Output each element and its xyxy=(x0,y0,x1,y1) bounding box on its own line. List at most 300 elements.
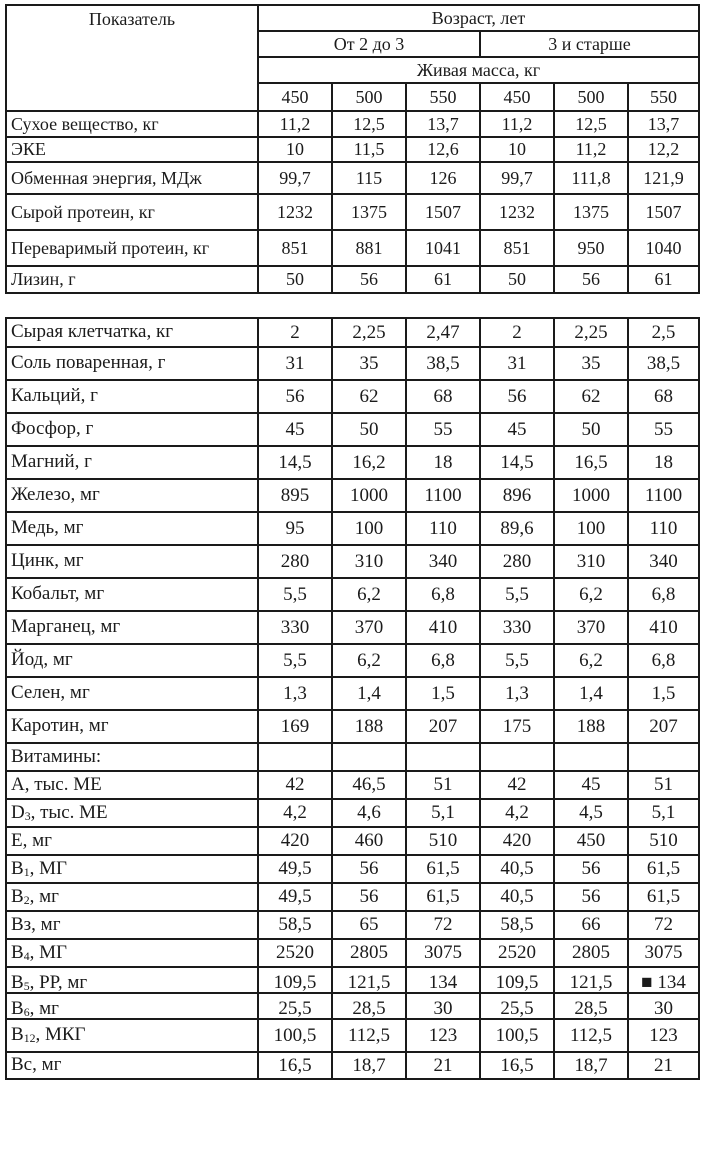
value-cell xyxy=(332,1019,406,1052)
label-text: Соль поваренная, г xyxy=(11,352,166,374)
value-cell xyxy=(480,611,554,644)
cell-value: 2805 xyxy=(572,942,610,963)
label-suffix: , МГ xyxy=(29,857,67,879)
value-cell xyxy=(480,230,554,266)
cell-value: 1232 xyxy=(499,201,535,222)
cell-value: 2,47 xyxy=(426,321,460,343)
value-cell xyxy=(258,380,332,413)
value-cell xyxy=(628,318,699,347)
label-text: Кальций, г xyxy=(11,385,98,407)
row-label-cell xyxy=(6,644,258,677)
value-cell xyxy=(628,799,699,827)
row-label xyxy=(11,385,257,407)
value-cell xyxy=(554,771,628,799)
value-cell xyxy=(332,855,406,883)
cell-value: 72 xyxy=(654,914,673,935)
table-row xyxy=(6,266,699,293)
cell-value: 51 xyxy=(433,774,453,795)
value-cell xyxy=(554,644,628,677)
value-cell xyxy=(332,111,406,137)
row-label xyxy=(11,616,257,638)
value-cell xyxy=(554,230,628,266)
value-cell xyxy=(406,230,480,266)
cell-value: 1375 xyxy=(573,201,609,222)
value-cell xyxy=(480,413,554,446)
cell-value: 330 xyxy=(502,616,532,638)
value-cell xyxy=(628,545,699,578)
value-cell xyxy=(628,111,699,137)
value-cell xyxy=(628,710,699,743)
cell-value: 12,5 xyxy=(353,113,385,134)
value-cell xyxy=(480,1019,554,1052)
value-cell xyxy=(258,644,332,677)
row-label-cell xyxy=(6,855,258,883)
cell-value: 100 xyxy=(354,517,384,539)
cell-value: 100,5 xyxy=(495,1024,539,1046)
value-cell xyxy=(258,137,332,162)
cell-value: 4,2 xyxy=(505,802,529,823)
value-cell xyxy=(332,266,406,293)
value-cell xyxy=(406,266,480,293)
row-label xyxy=(11,715,257,737)
value-cell xyxy=(480,479,554,512)
value-cell xyxy=(554,347,628,380)
value-cell xyxy=(258,911,332,939)
row-label xyxy=(11,858,257,880)
cell-value: 11,2 xyxy=(575,139,607,159)
cell-value: 6,8 xyxy=(431,649,455,671)
cell-value: 420 xyxy=(502,830,532,851)
label-text: Вс, мг xyxy=(11,1054,62,1076)
cell-value: 58,5 xyxy=(500,914,534,935)
cell-value: 68 xyxy=(433,385,453,407)
value-cell xyxy=(554,939,628,967)
value-cell xyxy=(628,347,699,380)
value-cell xyxy=(628,230,699,266)
cell-value: 66 xyxy=(581,914,601,935)
cell-value: 3075 xyxy=(424,942,462,963)
value-cell xyxy=(554,1019,628,1052)
upper-table-body xyxy=(6,111,699,293)
cell-value: 2520 xyxy=(498,942,536,963)
cell-value: 38,5 xyxy=(646,352,681,374)
value-cell xyxy=(258,883,332,911)
label-text: Витамины: xyxy=(11,745,102,767)
value-cell xyxy=(554,380,628,413)
value-cell xyxy=(554,855,628,883)
cell-value: 1000 xyxy=(350,484,388,506)
cell-value: 6,8 xyxy=(651,649,676,671)
value-cell xyxy=(480,266,554,293)
cell-value: 5,1 xyxy=(431,802,455,823)
cell-value: 123 xyxy=(649,1024,678,1046)
cell-value: 21 xyxy=(654,1054,673,1076)
label-text: В xyxy=(11,857,24,879)
cell-value: 4,2 xyxy=(283,802,307,823)
cell-value: 25,5 xyxy=(500,998,534,1018)
value-cell xyxy=(332,380,406,413)
table-row xyxy=(6,446,699,479)
cell-value: 1,3 xyxy=(283,682,307,704)
cell-value: 121,9 xyxy=(643,167,684,188)
cell-value: 370 xyxy=(576,616,606,638)
table-row xyxy=(6,710,699,743)
value-cell xyxy=(258,111,332,137)
cell-value: 4,5 xyxy=(579,802,603,823)
value-cell xyxy=(258,1019,332,1052)
value-cell xyxy=(628,911,699,939)
value-cell xyxy=(628,380,699,413)
row-label xyxy=(11,517,257,539)
row-label-cell xyxy=(6,993,258,1019)
value-cell xyxy=(480,137,554,162)
value-cell xyxy=(554,545,628,578)
value-cell xyxy=(480,743,554,771)
value-cell xyxy=(406,446,480,479)
label-text: ЭКЕ xyxy=(11,139,46,159)
cell-value: 28,5 xyxy=(574,998,608,1018)
weight-column-header: 550 xyxy=(628,83,699,111)
row-label-cell xyxy=(6,479,258,512)
table-row xyxy=(6,111,699,137)
cell-value: 4,6 xyxy=(357,802,381,823)
row-label-cell xyxy=(6,911,258,939)
value-cell xyxy=(554,479,628,512)
cell-value: 72 xyxy=(433,914,453,935)
cell-value: 895 xyxy=(280,484,310,506)
label-text: Йод, мг xyxy=(11,649,73,671)
row-label-cell xyxy=(6,380,258,413)
cell-value: 12,5 xyxy=(575,113,607,134)
value-cell xyxy=(332,827,406,855)
label-text: Е, мг xyxy=(11,829,52,851)
cell-value: 123 xyxy=(428,1024,458,1046)
row-label xyxy=(11,139,257,160)
table-row xyxy=(6,318,699,347)
value-cell xyxy=(332,318,406,347)
value-cell xyxy=(480,855,554,883)
table-row xyxy=(6,743,699,771)
value-cell xyxy=(258,266,332,293)
value-cell xyxy=(332,413,406,446)
value-cell xyxy=(480,911,554,939)
cell-value: 896 xyxy=(502,484,532,506)
table-row xyxy=(6,512,699,545)
value-cell xyxy=(480,194,554,230)
table-row xyxy=(6,883,699,911)
label-suffix: , МКГ xyxy=(35,1024,86,1046)
value-cell xyxy=(406,1019,480,1052)
table-row xyxy=(6,771,699,799)
row-label-cell xyxy=(6,318,258,347)
cell-value: 40,5 xyxy=(500,886,534,907)
cell-value: 340 xyxy=(649,550,678,572)
label-text: Селен, мг xyxy=(11,682,90,704)
label-text: Цинк, мг xyxy=(11,550,84,572)
value-cell xyxy=(628,413,699,446)
row-label-cell xyxy=(6,677,258,710)
cell-value: 5,5 xyxy=(505,583,529,605)
cell-value: 1100 xyxy=(424,484,462,506)
value-cell xyxy=(628,743,699,771)
cell-value: 100 xyxy=(576,517,606,539)
age-group-2-to-3-cell: От 2 до 3 xyxy=(258,31,480,57)
value-cell xyxy=(332,771,406,799)
value-cell xyxy=(406,162,480,194)
row-label-cell xyxy=(6,347,258,380)
value-cell xyxy=(628,677,699,710)
value-cell xyxy=(332,347,406,380)
cell-value: 112,5 xyxy=(347,1024,391,1046)
cell-value: 50 xyxy=(286,269,304,289)
cell-value: 1,5 xyxy=(431,682,455,704)
value-cell xyxy=(406,194,480,230)
cell-value: 42 xyxy=(285,774,305,795)
cell-value: 1,5 xyxy=(651,682,676,704)
value-cell xyxy=(332,967,406,993)
row-label xyxy=(11,968,257,992)
row-label-cell xyxy=(6,578,258,611)
weight-column-header: 500 xyxy=(554,83,628,111)
table-row xyxy=(6,194,699,230)
cell-value: 50 xyxy=(508,269,526,289)
table-row xyxy=(6,799,699,827)
value-cell xyxy=(332,162,406,194)
value-cell xyxy=(628,578,699,611)
lower-norms-table xyxy=(5,317,700,1080)
value-cell xyxy=(406,855,480,883)
cell-value: 126 xyxy=(429,167,457,188)
cell-value: 35 xyxy=(359,352,379,374)
value-cell xyxy=(332,883,406,911)
value-cell xyxy=(406,710,480,743)
cell-value: 5,5 xyxy=(283,649,307,671)
value-cell xyxy=(258,413,332,446)
cell-value: 110 xyxy=(649,517,678,539)
cell-value: 6,2 xyxy=(579,649,603,671)
value-cell xyxy=(554,137,628,162)
value-cell xyxy=(332,479,406,512)
value-cell xyxy=(628,993,699,1019)
value-cell xyxy=(332,512,406,545)
cell-value: 16,5 xyxy=(278,1054,312,1076)
value-cell xyxy=(480,446,554,479)
value-cell xyxy=(628,827,699,855)
cell-value: 16,2 xyxy=(352,451,386,473)
cell-value: 112,5 xyxy=(569,1024,613,1046)
row-label-cell xyxy=(6,137,258,162)
cell-value: 3075 xyxy=(644,942,683,963)
cell-value: 100,5 xyxy=(273,1024,317,1046)
value-cell xyxy=(258,512,332,545)
cell-value: 61 xyxy=(434,269,452,289)
row-label xyxy=(11,550,257,572)
cell-value: 51 xyxy=(654,774,673,795)
cell-value: 38,5 xyxy=(426,352,460,374)
value-cell xyxy=(554,799,628,827)
cell-value: 62 xyxy=(581,385,601,407)
value-cell xyxy=(332,644,406,677)
age-group-3-plus-cell: 3 и старше xyxy=(480,31,699,57)
value-cell xyxy=(554,512,628,545)
cell-value: 42 xyxy=(507,774,527,795)
label-text: В xyxy=(11,1024,24,1046)
value-cell xyxy=(628,644,699,677)
label-suffix: , тыс. МЕ xyxy=(30,801,108,823)
table-row xyxy=(6,578,699,611)
cell-value: 2,25 xyxy=(352,321,386,343)
row-label-cell xyxy=(6,883,258,911)
label-text: Сырая клетчатка, кг xyxy=(11,321,174,343)
value-cell xyxy=(406,911,480,939)
value-cell xyxy=(480,512,554,545)
row-label xyxy=(11,830,257,852)
value-cell xyxy=(554,266,628,293)
label-text: Лизин, г xyxy=(11,269,76,289)
cell-value: 111,8 xyxy=(571,167,611,188)
cell-value: 1,4 xyxy=(579,682,603,704)
cell-value: 30 xyxy=(654,998,673,1018)
value-cell xyxy=(332,911,406,939)
value-cell xyxy=(554,967,628,993)
label-text: Марганец, мг xyxy=(11,616,121,638)
value-cell xyxy=(480,545,554,578)
label-text: В xyxy=(11,885,24,907)
cell-value: 56 xyxy=(582,269,600,289)
cell-value: 61 xyxy=(654,269,673,289)
cell-value: 1041 xyxy=(425,237,461,258)
row-label xyxy=(11,202,257,223)
cell-value: 510 xyxy=(649,830,678,851)
value-cell xyxy=(332,578,406,611)
value-cell xyxy=(406,644,480,677)
cell-value: 18 xyxy=(654,451,673,473)
cell-value: 99,7 xyxy=(279,167,311,188)
cell-value: 56 xyxy=(285,385,305,407)
value-cell xyxy=(258,230,332,266)
cell-value: 14,5 xyxy=(500,451,534,473)
row-label xyxy=(11,352,257,374)
value-cell xyxy=(480,677,554,710)
label-subscript: 4 xyxy=(23,950,30,964)
weight-column-header: 550 xyxy=(406,83,480,111)
value-cell xyxy=(258,799,332,827)
cell-value: 370 xyxy=(354,616,384,638)
value-cell xyxy=(628,446,699,479)
cell-value: 28,5 xyxy=(352,998,386,1018)
table-header xyxy=(6,5,699,111)
value-cell xyxy=(480,771,554,799)
value-cell xyxy=(554,318,628,347)
row-label-cell xyxy=(6,611,258,644)
value-cell xyxy=(628,855,699,883)
cell-value: 851 xyxy=(503,237,531,258)
label-text: Железо, мг xyxy=(11,484,100,506)
cell-value: 175 xyxy=(502,715,532,737)
value-cell xyxy=(554,194,628,230)
cell-value: 450 xyxy=(576,830,606,851)
label-text: В xyxy=(11,941,24,963)
label-text: Сухое вещество, кг xyxy=(11,113,159,134)
cell-value: 31 xyxy=(285,352,305,374)
cell-value: 6,2 xyxy=(357,583,381,605)
row-label-cell xyxy=(6,939,258,967)
cell-value: 49,5 xyxy=(278,858,312,879)
row-label-cell xyxy=(6,111,258,137)
lower-table-body xyxy=(6,318,699,1079)
value-cell xyxy=(628,967,699,993)
value-cell xyxy=(406,545,480,578)
value-cell xyxy=(406,479,480,512)
cell-value: 2805 xyxy=(350,942,388,963)
value-cell xyxy=(258,1052,332,1079)
cell-value: 55 xyxy=(654,418,673,440)
cell-value: 169 xyxy=(280,715,310,737)
row-label-cell xyxy=(6,799,258,827)
table-row xyxy=(6,380,699,413)
value-cell xyxy=(480,883,554,911)
value-cell xyxy=(406,512,480,545)
cell-value: 1232 xyxy=(277,201,313,222)
cell-value: 18,7 xyxy=(352,1054,386,1076)
cell-value: 30 xyxy=(433,998,453,1018)
cell-value: 330 xyxy=(280,616,310,638)
value-cell xyxy=(628,771,699,799)
value-cell xyxy=(332,137,406,162)
value-cell xyxy=(628,939,699,967)
value-cell xyxy=(628,137,699,162)
cell-value: 1507 xyxy=(425,201,461,222)
row-label-cell xyxy=(6,230,258,266)
cell-value: 40,5 xyxy=(500,858,534,879)
cell-value: 13,7 xyxy=(647,113,680,134)
value-cell xyxy=(332,545,406,578)
row-label-cell xyxy=(6,446,258,479)
cell-value: 14,5 xyxy=(278,451,312,473)
label-subscript: 3 xyxy=(24,810,31,824)
row-label xyxy=(11,802,257,824)
header-row-age xyxy=(6,5,699,31)
value-cell xyxy=(258,194,332,230)
upper-norms-table xyxy=(5,4,700,294)
cell-value: 420 xyxy=(280,830,310,851)
table-row xyxy=(6,967,699,993)
value-cell xyxy=(554,111,628,137)
label-suffix: , МГ xyxy=(29,941,67,963)
row-label xyxy=(11,114,257,135)
cell-value: 68 xyxy=(654,385,673,407)
value-cell xyxy=(554,911,628,939)
cell-value: 16,5 xyxy=(500,1054,534,1076)
cell-value: 280 xyxy=(502,550,532,572)
table-row xyxy=(6,827,699,855)
value-cell xyxy=(406,578,480,611)
row-label xyxy=(11,238,257,259)
row-label xyxy=(11,774,257,796)
table-row xyxy=(6,611,699,644)
value-cell xyxy=(554,162,628,194)
weight-column-header: 500 xyxy=(332,83,406,111)
value-cell xyxy=(554,1052,628,1079)
value-cell xyxy=(258,967,332,993)
cell-value: 18,7 xyxy=(574,1054,608,1076)
cell-value: 134 xyxy=(428,972,458,992)
value-cell xyxy=(258,827,332,855)
value-cell xyxy=(628,266,699,293)
row-label-cell xyxy=(6,1052,258,1079)
value-cell xyxy=(480,644,554,677)
cell-value: 110 xyxy=(429,517,457,539)
